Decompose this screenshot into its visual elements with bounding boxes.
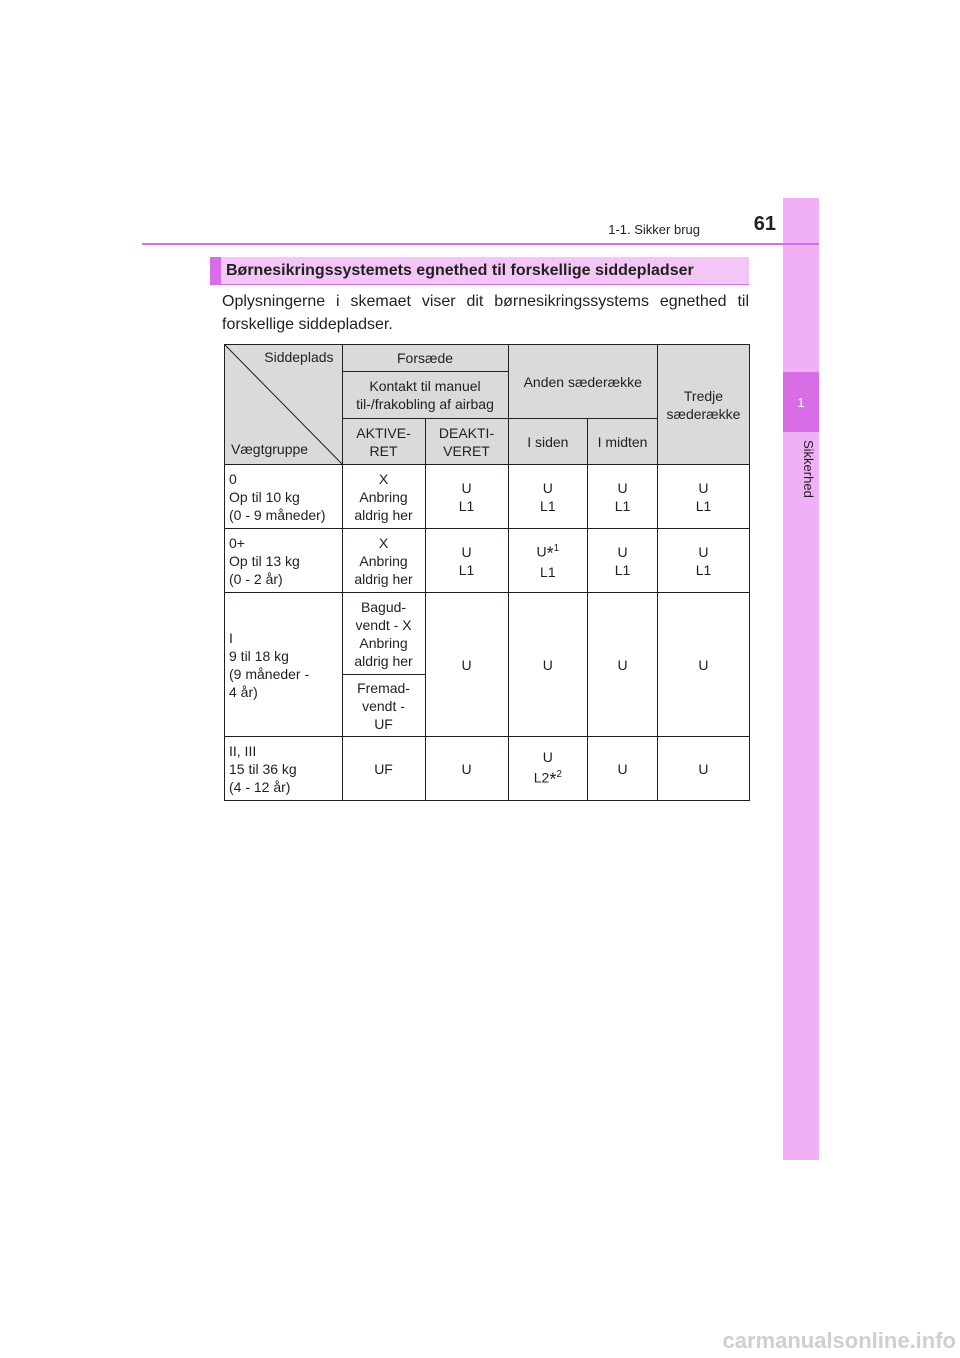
cell-line: U <box>542 749 553 766</box>
cell-line: U <box>617 479 628 496</box>
group-age: (0 - 9 måneder) <box>229 506 326 523</box>
middle-cell: U <box>588 737 658 801</box>
group-weight: 15 til 36 kg <box>229 760 297 777</box>
section-reference: 1-1. Sikker brug <box>608 222 700 237</box>
cell-line: L1 <box>614 561 631 578</box>
activated-cell <box>342 529 425 593</box>
cell-line: vendt - X <box>355 616 412 633</box>
seat-position-label: Siddeplads <box>264 349 334 365</box>
cell-value: L2 <box>533 769 550 786</box>
cell-line: Anbring <box>359 488 408 505</box>
cell-line: aldrig her <box>354 570 413 587</box>
deactivated-cell: U <box>425 593 508 737</box>
weight-group-cell <box>225 529 343 593</box>
cell-line: U <box>461 543 472 560</box>
table-row <box>225 737 750 801</box>
activated-cell <box>342 465 425 529</box>
chapter-number-tab: 1 <box>783 372 819 432</box>
activated-label: AKTIVE-RET <box>356 424 411 459</box>
activated-cell <box>342 675 425 737</box>
group-weight: Op til 10 kg <box>229 488 300 505</box>
chapter-title: Sikkerhed <box>801 440 816 498</box>
middle-cell <box>588 529 658 593</box>
cell-value: U <box>536 543 547 560</box>
side-header: I siden <box>508 419 588 465</box>
cell-line: L1 <box>540 563 556 580</box>
side-cell: U <box>508 593 588 737</box>
cell-line: L1 <box>695 497 712 514</box>
weight-group-cell <box>225 465 343 529</box>
section-title <box>210 257 749 285</box>
weight-group-label: Vægtgruppe <box>231 441 309 457</box>
deactivated-header <box>425 419 508 465</box>
deactivated-cell: U <box>425 737 508 801</box>
activated-cell <box>342 593 425 675</box>
cell-line: U <box>461 479 472 496</box>
corner-header-cell <box>225 345 343 465</box>
cell-line: L1 <box>695 561 712 578</box>
footnote-asterisk: * <box>549 769 557 790</box>
third-row-cell <box>657 465 749 529</box>
chapter-sidebar <box>783 198 819 1160</box>
airbag-switch-label: Kontakt til manuel til-/frakobling af airbag <box>356 378 494 412</box>
cell-line: L1 <box>540 497 556 514</box>
footnote-asterisk: * <box>546 543 554 564</box>
third-row-header <box>657 345 749 465</box>
cell-line: aldrig her <box>354 652 413 669</box>
cell-line: X <box>378 470 389 487</box>
second-row-header: Anden sæderække <box>508 345 657 419</box>
cell-line: Fremad- <box>357 679 410 696</box>
cell-line-with-footnote <box>513 540 584 563</box>
third-row-cell: U <box>657 737 749 801</box>
front-seat-header: Forsæde <box>342 345 508 372</box>
footnote-number: 2 <box>556 769 562 781</box>
side-cell <box>508 737 588 801</box>
cell-line: U <box>617 543 628 560</box>
cell-line: UF <box>374 715 393 732</box>
cell-line: U <box>698 479 709 496</box>
deactivated-cell <box>425 529 508 593</box>
group-weight: 9 til 18 kg <box>229 647 289 664</box>
group-name: II, III <box>229 742 257 759</box>
activated-header <box>342 419 425 465</box>
group-name: I <box>229 629 233 646</box>
side-cell <box>508 529 588 593</box>
middle-cell: U <box>588 593 658 737</box>
weight-group-cell <box>225 737 343 801</box>
table-row <box>225 593 750 675</box>
airbag-switch-header <box>342 372 508 419</box>
cell-line: L1 <box>458 497 475 514</box>
group-age: (9 måneder - <box>229 665 310 682</box>
cell-line: aldrig her <box>354 506 413 523</box>
suitability-table <box>224 344 750 801</box>
table-row <box>225 529 750 593</box>
cell-line: X <box>378 534 389 551</box>
header-divider <box>142 243 819 245</box>
cell-line-with-footnote <box>513 766 584 789</box>
footnote-number: 1 <box>553 543 560 555</box>
table-row <box>225 465 750 529</box>
third-row-cell: U <box>657 593 749 737</box>
weight-group-cell <box>225 593 343 737</box>
cell-line: Bagud- <box>360 598 407 615</box>
intro-paragraph: Oplysningerne i skemaet viser dit børnesikringssystems egnethed til forskellige siddepladser. <box>222 293 749 333</box>
cell-line: Anbring <box>359 634 408 651</box>
cell-line: L1 <box>614 497 631 514</box>
watermark: carmanualsonline.info <box>722 1328 956 1353</box>
cell-line: Anbring <box>359 552 408 569</box>
third-row-label: Tredje sæderække <box>666 387 741 422</box>
activated-cell: UF <box>342 737 425 801</box>
side-cell <box>508 465 588 529</box>
deactivated-cell <box>425 465 508 529</box>
page-number: 61 <box>753 213 776 235</box>
cell-line: U <box>542 479 553 496</box>
middle-header: I midten <box>588 419 658 465</box>
section-title-text: Børnesikringssystemets egnethed til forskellige siddepladser <box>226 261 694 279</box>
group-age: 4 år) <box>229 683 258 700</box>
middle-cell <box>588 465 658 529</box>
group-age: (4 - 12 år) <box>229 778 291 795</box>
group-name: 0+ <box>229 534 245 551</box>
group-weight: Op til 13 kg <box>229 552 300 569</box>
cell-line: vendt - <box>362 697 405 714</box>
cell-line: L1 <box>458 561 475 578</box>
cell-line: U <box>698 543 709 560</box>
group-age: (0 - 2 år) <box>229 570 283 587</box>
third-row-cell <box>657 529 749 593</box>
group-name: 0 <box>229 470 237 487</box>
deactivated-label: DEAKTI-VERET <box>438 424 495 459</box>
